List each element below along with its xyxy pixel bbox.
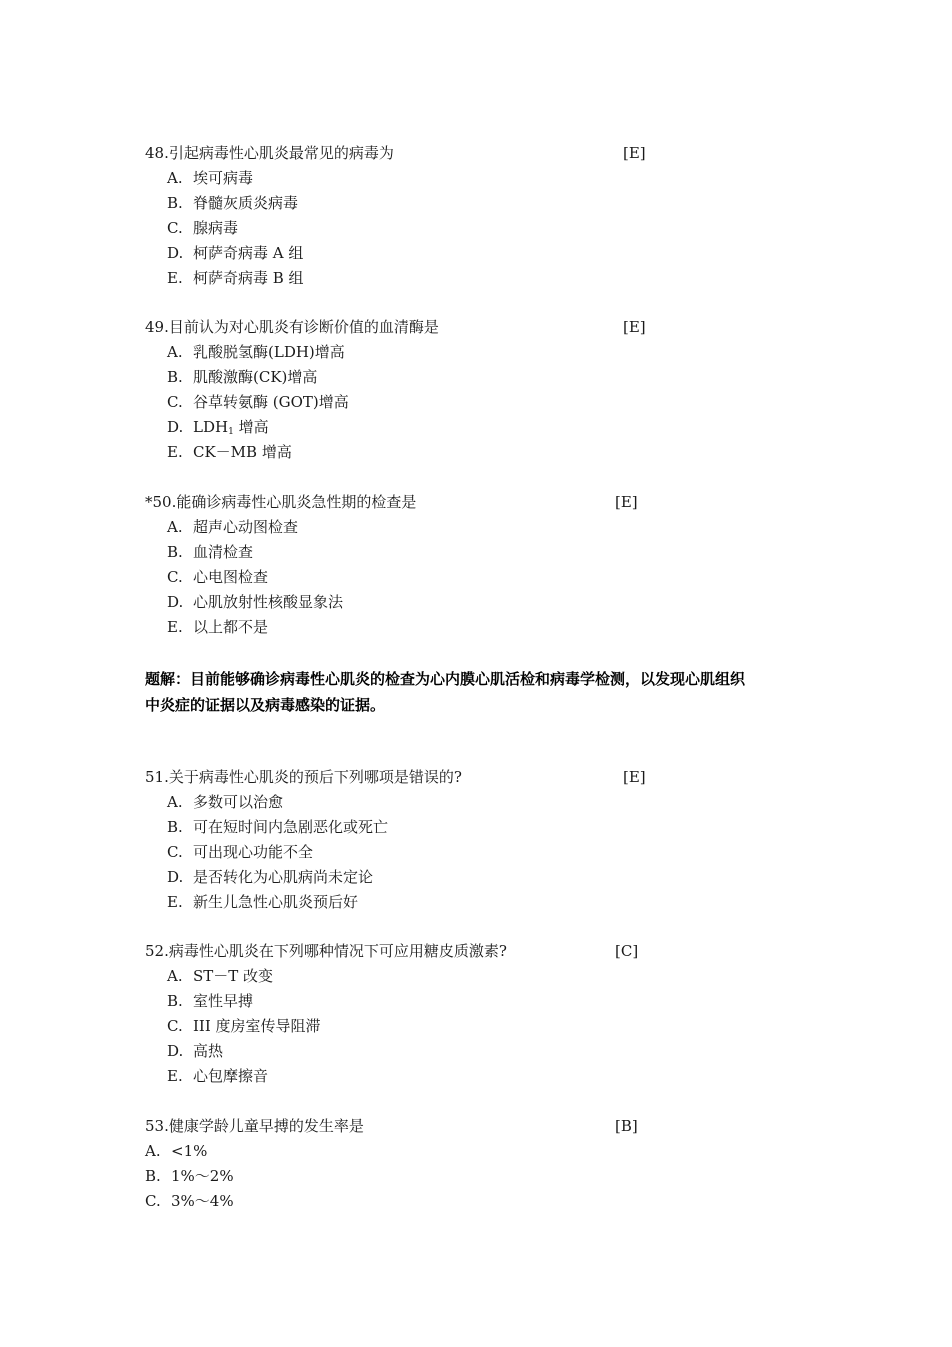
option-d: D. 心肌放射性核酸显象法 bbox=[167, 593, 344, 611]
option-d: D. 是否转化为心肌病尚未定论 bbox=[167, 868, 374, 886]
answer-key: [E] bbox=[623, 318, 646, 336]
answer-key: [E] bbox=[623, 144, 646, 162]
question-53 bbox=[145, 1114, 705, 1214]
option-e: E. 心包摩擦音 bbox=[167, 1067, 269, 1085]
answer-key: [B] bbox=[615, 1117, 638, 1135]
option-b: B. 可在短时间内急剧恶化或死亡 bbox=[167, 818, 389, 836]
option-a: A. 乳酸脱氢酶(LDH)增高 bbox=[167, 343, 345, 361]
option-a: A. ST－T 改变 bbox=[167, 967, 274, 985]
option-a: A. <1% bbox=[145, 1142, 208, 1160]
question-stem: *50.能确诊病毒性心肌炎急性期的检查是 bbox=[145, 493, 417, 511]
option-c: C. 3%～4% bbox=[145, 1192, 234, 1210]
option-a: A. 超声心动图检查 bbox=[167, 518, 299, 536]
option-c: C. 谷草转氨酶 (GOT)增高 bbox=[167, 393, 349, 411]
question-52 bbox=[145, 939, 705, 1089]
option-b: B. 1%～2% bbox=[145, 1167, 234, 1185]
question-49 bbox=[145, 315, 705, 465]
option-d: D. 高热 bbox=[167, 1042, 224, 1060]
question-stem: 51.关于病毒性心肌炎的预后下列哪项是错误的? bbox=[145, 768, 462, 786]
option-e: E. CK－MB 增高 bbox=[167, 443, 292, 461]
option-b: B. 肌酸激酶(CK)增高 bbox=[167, 368, 318, 386]
option-b: B. 血清检查 bbox=[167, 543, 254, 561]
option-e: E. 柯萨奇病毒 B 组 bbox=[167, 269, 304, 287]
answer-key: [E] bbox=[615, 493, 638, 511]
explanation-text: 题解：目前能够确诊病毒性心肌炎的检查为心内膜心肌活检和病毒学检测，以发现心肌组织 中炎症的证据以及病毒感染的证据。 bbox=[145, 670, 746, 714]
option-c: C. 心电图检查 bbox=[167, 568, 269, 586]
answer-key: [C] bbox=[615, 942, 639, 960]
option-a: A. 埃可病毒 bbox=[167, 169, 254, 187]
option-d: D. $LDH_1$ 增高 bbox=[167, 418, 269, 437]
option-c: C. III 度房室传导阻滞 bbox=[167, 1017, 321, 1035]
question-stem: 52.病毒性心肌炎在下列哪种情况下可应用糖皮质激素? bbox=[145, 942, 507, 960]
option-b: B. 脊髓灰质炎病毒 bbox=[167, 194, 299, 212]
question-stem: 53.健康学龄儿童早搏的发生率是 bbox=[145, 1117, 364, 1135]
option-a: A. 多数可以治愈 bbox=[167, 793, 284, 811]
option-d: D. 柯萨奇病毒 A 组 bbox=[167, 244, 304, 262]
question-51 bbox=[145, 765, 705, 915]
option-c: C. 腺病毒 bbox=[167, 219, 239, 237]
option-c: C. 可出现心功能不全 bbox=[167, 843, 314, 861]
question-48 bbox=[145, 141, 705, 291]
option-b: B. 室性早搏 bbox=[167, 992, 254, 1010]
question-stem: 49.目前认为对心肌炎有诊断价值的血清酶是 bbox=[145, 318, 439, 336]
question-50 bbox=[145, 490, 705, 640]
question-stem: 48.引起病毒性心肌炎最常见的病毒为 bbox=[145, 144, 394, 162]
option-e: E. 以上都不是 bbox=[167, 618, 269, 636]
option-e: E. 新生儿急性心肌炎预后好 bbox=[167, 893, 359, 911]
answer-key: [E] bbox=[623, 768, 646, 786]
